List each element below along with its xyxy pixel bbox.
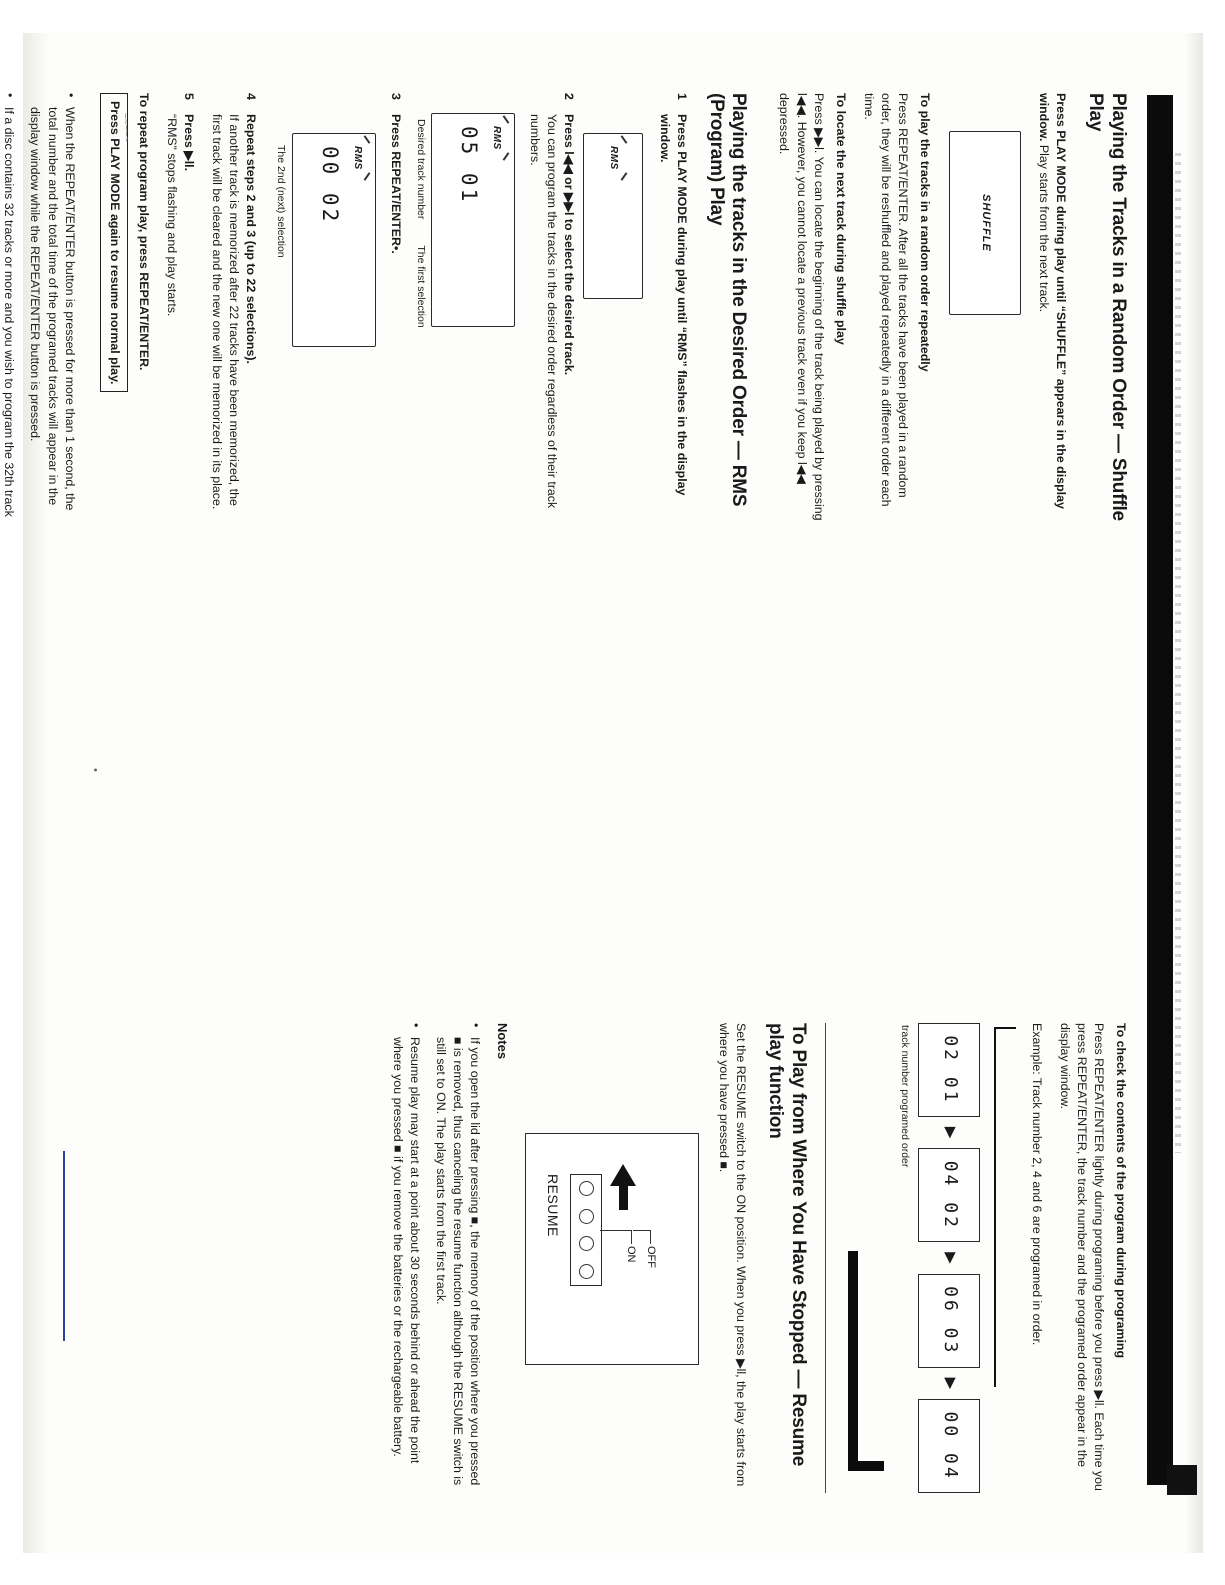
resume-switch-figure — [525, 1133, 699, 1365]
shuffle-locate-heading: To locate the next track during shuffle play — [833, 92, 848, 345]
rms-step-1-number: 1 — [674, 92, 689, 100]
paper-edge-top — [1185, 33, 1203, 1553]
display-window-rms-flashing — [583, 133, 643, 299]
program-sequence-loop-hook — [843, 1023, 883, 1493]
resume-note-2: • Resume play may start at a point about 30 seconds behind or ahead the point where you pressed ■ if you remove the batteries or the rechargeable battery. — [388, 1023, 422, 1493]
rms-note-1: • When the REPEAT/ENTER button is pressed for more than 1 second, the total number and the total time of the programed tracks will appear in the display window while the REPEAT/ENTER button is pressed. — [26, 93, 77, 523]
shuffle-intro — [1035, 93, 1069, 523]
rms-notes-list — [0, 93, 77, 523]
shuffle-display-label: SHUFFLE — [979, 193, 992, 252]
rms-repeat-line: To repeat program play, press REPEAT/ENTER. — [136, 92, 151, 370]
rms-note-2: • If a disc contains 32 tracks or more and you wish to program the 32th track — [0, 93, 17, 523]
rms-indicator-label-3: RMS — [351, 145, 363, 170]
rms-indicator-label-2: RMS — [490, 125, 502, 150]
program-step-value-1: 02 01 — [939, 1034, 961, 1105]
program-step-value-2: 04 02 — [939, 1160, 961, 1230]
rms-step-4-bold: Repeat steps 2 and 3 (up to 22 selections). — [243, 113, 258, 364]
program-sequence-leader — [990, 1023, 1016, 1493]
rms-playmode-box: Press PLAY MODE again to resume normal play. — [99, 93, 127, 392]
rms-step-5-text: “RMS” stops flashing and play starts. — [164, 113, 179, 316]
rms-step-5 — [162, 93, 196, 523]
rms-step-3 — [386, 93, 403, 523]
program-step-display-4 — [918, 1399, 980, 1493]
rms-step-3-bold: Press REPEAT/ENTER•. — [388, 113, 403, 254]
resume-notes-list — [388, 1023, 483, 1493]
program-step-display-3 — [918, 1273, 980, 1367]
display-window-rms-second-selection — [291, 133, 375, 347]
rms-callout-first-selection: The first selection — [414, 244, 427, 328]
shuffle-repeat-heading: To play the tracks in a random order repeatedly — [917, 92, 932, 372]
rms-section-heading: Playing the tracks in the Desired Order — RMS (Program) Play — [705, 92, 749, 506]
program-step-display-2 — [918, 1148, 980, 1242]
program-sequence-caption: track number programed order — [898, 1024, 911, 1167]
rms-step-4-text: If another track is memorized after 22 tracks have been memorized, the first track will be cleared and the new one will be memorized in its place. — [209, 113, 241, 509]
sequence-arrow-2: ▶ — [941, 1251, 959, 1264]
page-bottom-mark: • — [88, 767, 101, 772]
rms-callout-track-number: Desired track number — [414, 118, 427, 219]
rms-step-3-number: 3 — [388, 92, 403, 100]
check-program-heading: To check the contents of the program during programing — [1113, 1022, 1128, 1358]
resume-pointer-arrow-tail — [619, 1184, 628, 1210]
resume-switch-off-label: OFF — [644, 1245, 657, 1268]
rms-step-5-number: 5 — [181, 92, 196, 100]
sequence-arrow-3: ▶ — [941, 1377, 959, 1389]
column-right — [379, 1023, 1128, 1493]
display-window-rms-first-selection — [431, 113, 515, 327]
shuffle-intro-bold: Press PLAY MODE during play until “SHUFFLE” appears in the display window. — [1036, 92, 1068, 509]
rms-figure-callouts — [414, 119, 427, 523]
rms-step-2-text: You can program the tracks in the desired order regardless of their track numbers. — [527, 113, 559, 508]
shuffle-section-heading: Playing the Tracks in a Random Order — Shuffle Play — [1084, 92, 1129, 521]
resume-switch-on-label: ON — [624, 1245, 637, 1262]
page-header-black-bar — [1147, 95, 1173, 1485]
check-program-example: Example: Track number 2, 4 and 6 are programed in order. — [1029, 1022, 1044, 1345]
rms-step-5-bold: Press ▶ll. — [181, 113, 196, 171]
page-corner-tab — [1167, 1465, 1197, 1495]
blue-underline-mark — [63, 1151, 65, 1341]
resume-text: Set the RESUME switch to the ON position. When you press ▶ll, the play starts from where you have pressed ■. — [716, 1022, 748, 1486]
rms-step-4-number: 4 — [243, 92, 258, 100]
section-divider — [824, 1023, 825, 1493]
program-step-value-3: 06 03 — [939, 1285, 961, 1355]
check-program-text: Press REPEAT/ENTER lightly during programing before you press ▶ll. Each time you press REPEAT/ENTER, the track number and the programed order appear in the display window. — [1057, 1022, 1106, 1491]
display-window-shuffle — [949, 131, 1021, 315]
manual-page — [1, 33, 1203, 1553]
rms-step-2-number: 2 — [562, 92, 576, 100]
shuffle-repeat-text: Press REPEAT/ENTER. After all the tracks have been played in a random order, they will be reshuffled and played repeatedly in a different order each time. — [861, 92, 910, 507]
handwritten-scribble: ~~~~~ — [118, 112, 132, 142]
rms-step-2-bold: Press l◀◀ or ▶▶l to select the desired track. — [562, 113, 576, 375]
program-step-value-4: 00 04 — [939, 1411, 961, 1481]
rms-step-2 — [526, 93, 577, 523]
resume-pointer-arrow-icon — [610, 1164, 636, 1186]
scan-speckle — [1175, 153, 1181, 1153]
shuffle-locate-text: Press ▶▶l. You can locate the beginning of the track being played by pressing l◀◀. However, you cannot locate a previous track even if you keep l◀◀ depressed. — [776, 92, 826, 521]
resume-note-1: • If you open the lid after pressing ■, the memory of the position where you pressed ■ is removed, thus canceling the resume function although the RESUME switch is still set to ON. The play starts from the first track. — [431, 1023, 482, 1493]
page-content — [1, 92, 1129, 1493]
column-left — [0, 93, 1129, 523]
resume-switch-word: RESUME — [544, 1173, 561, 1237]
sequence-arrow-1: ▶ — [941, 1126, 959, 1138]
program-step-display-1 — [918, 1023, 980, 1117]
rms-second-selection-caption: The 2nd (next) selection — [274, 144, 287, 258]
rms-display-value-1: 05 01 — [456, 125, 481, 204]
rms-step-1 — [655, 93, 689, 523]
rms-indicator-label-1: RMS — [607, 145, 619, 170]
resume-switch-graphic — [570, 1174, 602, 1286]
rms-step-1-bold: Press PLAY MODE during play until “RMS” flashes in the display window. — [657, 113, 689, 495]
rms-step-4 — [208, 93, 259, 523]
resume-notes-heading: Notes — [494, 1022, 510, 1059]
program-sequence-figure — [918, 1023, 980, 1493]
resume-section-heading: To Play from Where You Have Stopped — Resume play function — [764, 1022, 809, 1466]
rms-display-value-2: 00 02 — [317, 145, 342, 224]
shuffle-intro-rest: Play starts from the next track. — [1036, 140, 1051, 312]
